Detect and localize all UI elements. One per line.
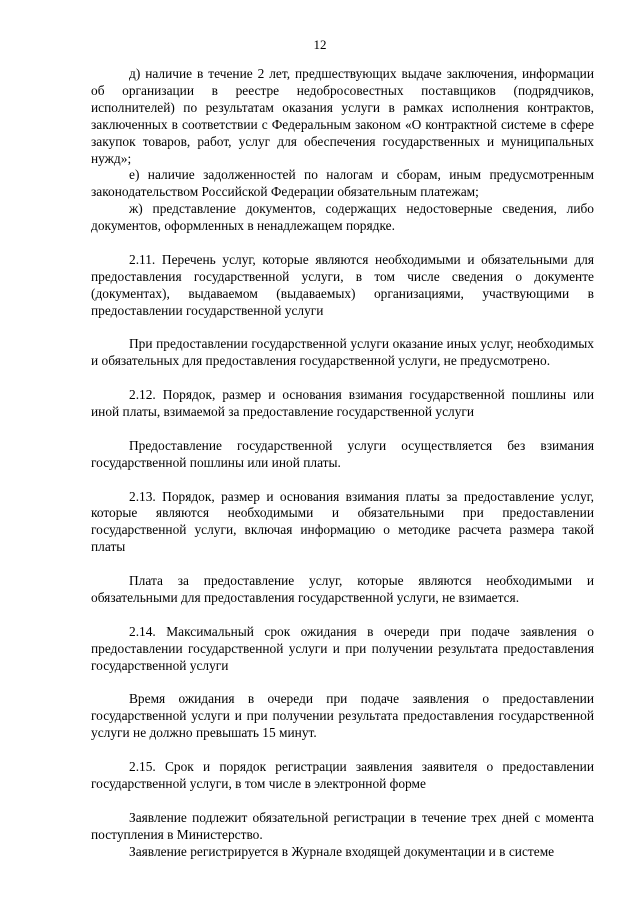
paragraph-2-15-journal: Заявление регистрируется в Журнале входящей документации и в системе (129, 843, 555, 859)
paragraph-2-11-body: При предоставлении государственной услуги оказание иных услуг, необходимых и обязательных для предоставления государственной услуги, не предусмотрено. (91, 336, 594, 369)
document-body (91, 66, 594, 860)
paragraph-zh-nedostovernye: ж) представление документов, содержащих недостоверные сведения, либо документов, оформленных в ненадлежащем порядке. (91, 201, 594, 234)
paragraph-e-zadolzhennost: е) наличие задолженностей по налогам и сборам, иным предусмотренным законодательством Российской Федерации обязательным платежам; (91, 167, 594, 200)
paragraph-2-15-registration: Заявление подлежит обязательной регистрации в течение трех дней с момента поступления в Министерство. (91, 809, 594, 842)
section-heading-2-14: 2.14. Максимальный срок ожидания в очереди при подаче заявления о предоставлении государственной услуги и при получении результата предоставления государственной услуги (91, 623, 594, 673)
paragraph-2-14-body: Время ожидания в очереди при подаче заявления о предоставлении государственной услуги и при получении результата предоставления государственной услуги не должно превышать 15 минут. (91, 691, 594, 741)
section-heading-2-12: 2.12. Порядок, размер и основания взимания государственной пошлины или иной платы, взимаемой за предоставление государственной услуги (91, 387, 594, 420)
paragraph-2-12-body: Предоставление государственной услуги осуществляется без взимания государственной пошлины или иной платы. (91, 437, 594, 470)
paragraph-2-13-body: Плата за предоставление услуг, которые являются необходимыми и обязательными для предоставления государственной услуги, не взимается. (91, 573, 594, 605)
section-heading-2-15: 2.15. Срок и порядок регистрации заявления заявителя о предоставлении государственной услуги, в том числе в электронной форме (91, 759, 594, 791)
section-heading-2-11: 2.11. Перечень услуг, которые являются необходимыми и обязательными для предоставления государственной услуги, в том числе сведения о документе (документах), выдаваемом (выдаваемых) организациями, участвующими в предоставлении государственной услуги (91, 251, 594, 318)
page-number: 12 (313, 37, 327, 52)
section-heading-2-13: 2.13. Порядок, размер и основания взимания платы за предоставление услуг, которые являются необходимыми и обязательными при предоставлении государственной услуги, включая информацию о методике расчета размера такой платы (91, 488, 594, 555)
paragraph-d-reestr: д) наличие в течение 2 лет, предшествующих выдаче заключения, информации об организации в реестре недобросовестных поставщиков (подрядчиков, исполнителей) по результатам оказания услуги в рамках исполнения контрактов, заключенных в соответствии с Федеральным законом «О контрактной системе в сфере закупок товаров, работ, услуг для обеспечения государственных и муниципальных нужд»; (91, 66, 594, 166)
